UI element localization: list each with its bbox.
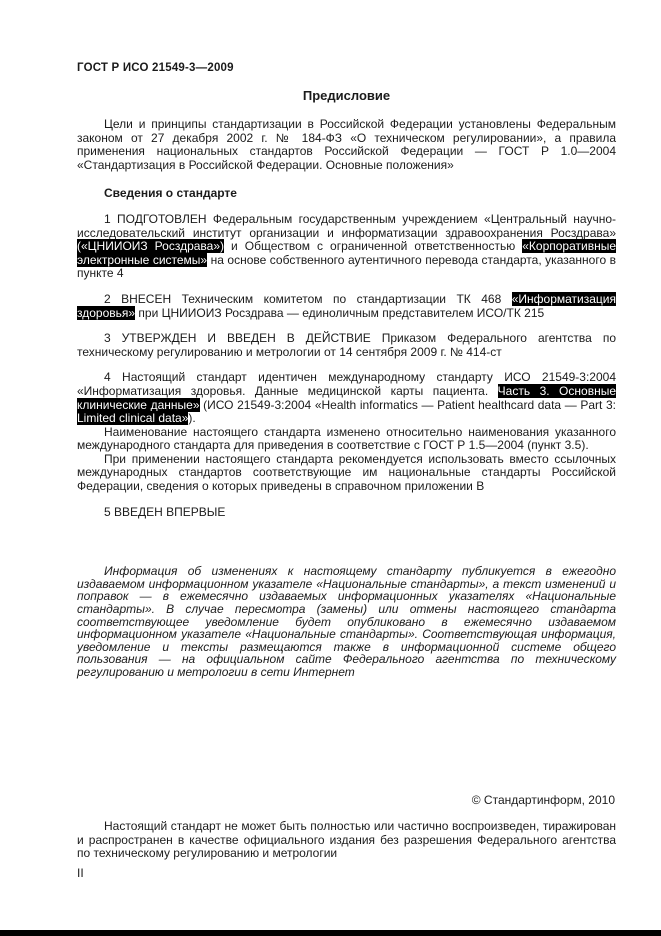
highlighted-text: Часть 3. Основные клинические данные» [77, 383, 616, 412]
text-segment: 4 Настоящий стандарт идентичен международному стандарту ИСО 21549-3:2004 «Информатизация здоровья. Данные медицинской карты пациента. [77, 370, 616, 398]
doc-code-header: ГОСТ Р ИСО 21549-3—2009 [77, 62, 234, 74]
text-segment: 2 ВНЕСЕН Техническим комитетом по стандартизации ТК 468 [104, 291, 512, 306]
text-segment: при ЦНИИОИЗ Росздрава — единоличным представителем ИСО/ТК 215 [135, 305, 545, 320]
intro-paragraph: Цели и принципы стандартизации в Российской Федерации установлены Федеральным законом от 27 декабря 2002 г. № 184-ФЗ «О техническом регулировании», а правила применения национальных стандартов Российской Федерации — ГОСТ Р 1.0—2004 «Стандартизация в Российской Федерации. Основные положения» [77, 117, 616, 172]
highlighted-text: («ЦНИИОИЗ Росздрава») [77, 239, 225, 254]
standard-info-item-3: 3 УТВЕРЖДЕН И ВВЕДЕН В ДЕЙСТВИЕ Приказом Федерального агентства по техническому регулированию и метрологии от 14 сентября 2009 г. № 414-ст [77, 331, 616, 359]
text-segment: на основе собственного аутентичного перевода стандарта, указанного в пункте 4 [77, 252, 616, 281]
standard-info-item-2 [77, 293, 616, 320]
section-heading: Сведения о стандарте [104, 186, 237, 201]
standard-info-item-5: 5 ВВЕДЕН ВПЕРВЫЕ [104, 504, 226, 519]
amendments-note: Информация об изменениях к настоящему стандарту публикуется в ежегодно издаваемом информационном указателе «Национальные стандарты», а текст изменений и поправок — в ежемесячно издаваемых информационных указателях «Национальные стандарты». В случае пересмотра (замены) или отмены настоящего стандарта соответствующее уведомление будет опубликовано в ежемесячно издаваемом информационном указателе «Национальные стандарты». Соответствующая информация, уведомление и тексты размещаются также в информационной системе общего пользования — на официальном сайте Федерального агентства по техническому регулированию и метрологии в сети Интернет [77, 564, 616, 679]
text-segment: ). [188, 411, 196, 426]
text-segment: и Обществом с ограниченной ответственностью [224, 239, 523, 254]
standard-info-item-4-paragraph-3: При применении настоящего стандарта рекомендуется использовать вместо ссылочных международных стандартов соответствующие им национальные стандарты Российской Федерации, сведения о которых приведены в справочном приложении В [77, 451, 616, 494]
page-content [77, 62, 616, 679]
highlighted-text: «Корпоративные электронные системы» [77, 239, 617, 267]
copyright-line: © Стандартинформ, 2010 [471, 793, 615, 807]
standard-info-item-1 [77, 213, 616, 281]
text-segment: 1 ПОДГОТОВЛЕН Федеральным государственным учреждением «Центральный научно-исследовательский институт организации и информатизации здравоохранения Росздрава» [77, 211, 616, 240]
standard-info-item-4-paragraph-1 [77, 371, 616, 425]
text-segment: (ИСО 21549-3:2004 «Health informatics — Patient healthcard data — Part 3: [199, 397, 616, 412]
bottom-edge-bar [0, 930, 661, 936]
page-number: II [77, 866, 84, 880]
standard-info-item-4-paragraph-2: Наименование настоящего стандарта изменено относительно наименования указанного международного стандарта для приведения в соответствие с ГОСТ Р 1.5—2004 (пункт 3.5). [77, 424, 616, 453]
highlighted-text: «Информатизация здоровья» [77, 291, 616, 320]
reproduction-notice: Настоящий стандарт не может быть полностью или частично воспроизведен, тиражирован и распространен в качестве официального издания без разрешения Федерального агентства по техническому регулированию и метрологии [77, 819, 616, 861]
page-title: Предисловие [302, 88, 391, 103]
highlighted-text: Limited clinical data» [77, 411, 189, 426]
